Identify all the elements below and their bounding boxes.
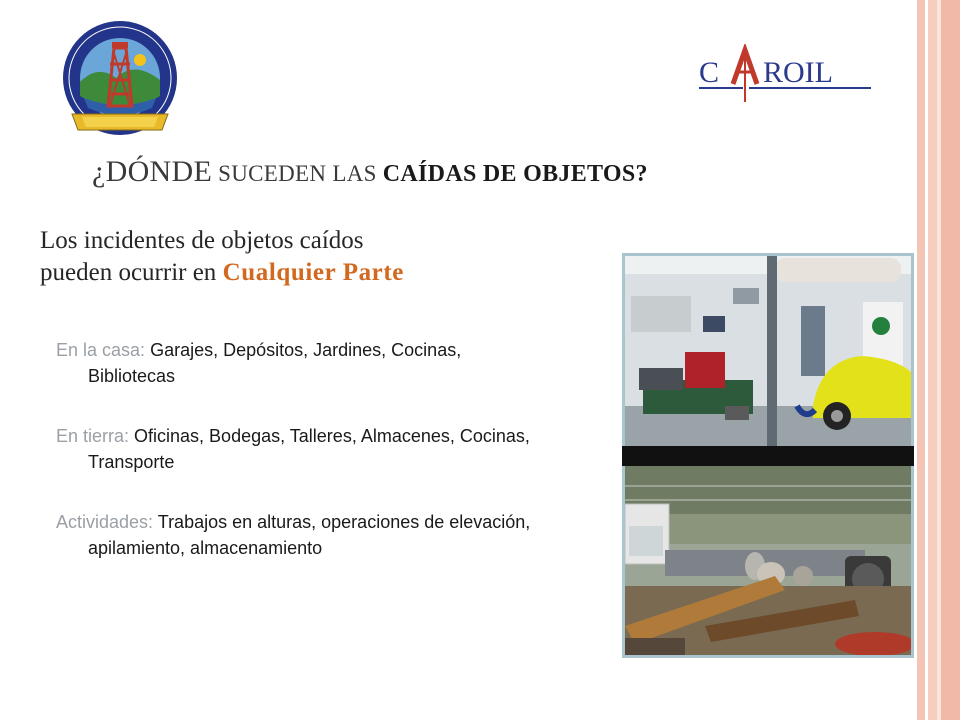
- title-part-1: ¿DÓNDE: [92, 155, 213, 188]
- slide-title: [92, 152, 648, 189]
- caroil-logo: [697, 44, 875, 106]
- title-part-2: SUCEDEN LAS: [212, 161, 383, 186]
- svg-text:ROIL: ROIL: [763, 56, 833, 89]
- bullet-list: [56, 337, 536, 595]
- bullet-text: Garajes, Depósitos, Jardines, Cocinas, Bibliotecas: [88, 340, 462, 386]
- subtitle-line-2: pueden ocurrir en: [40, 259, 223, 286]
- yard-photo: [625, 466, 911, 655]
- bullet-label: En tierra:: [56, 426, 130, 446]
- subtitle: [40, 225, 620, 289]
- bullet-item: [56, 509, 536, 561]
- decor-stripe: [941, 0, 960, 720]
- subtitle-line-1: Los incidentes de objetos caídos: [40, 227, 364, 254]
- photo-divider: [622, 446, 914, 466]
- title-part-3: CAÍDAS DE OBJETOS?: [382, 161, 648, 187]
- iadc-colombia-logo: [58, 20, 186, 142]
- decor-stripe: [917, 0, 925, 720]
- bullet-text: Oficinas, Bodegas, Talleres, Almacenes, Cocinas, Transporte: [88, 426, 530, 472]
- bullet-label: Actividades:: [56, 512, 154, 532]
- bullet-item: [56, 337, 536, 389]
- subtitle-accent: Cualquier Parte: [222, 259, 404, 286]
- garage-photo: [625, 256, 911, 446]
- bullet-item: [56, 423, 536, 475]
- svg-text:C: C: [699, 56, 720, 89]
- bullet-label: En la casa:: [56, 340, 146, 360]
- bullet-text: Trabajos en alturas, operaciones de elevación, apilamiento, almacenamiento: [88, 512, 531, 558]
- decor-stripe: [928, 0, 937, 720]
